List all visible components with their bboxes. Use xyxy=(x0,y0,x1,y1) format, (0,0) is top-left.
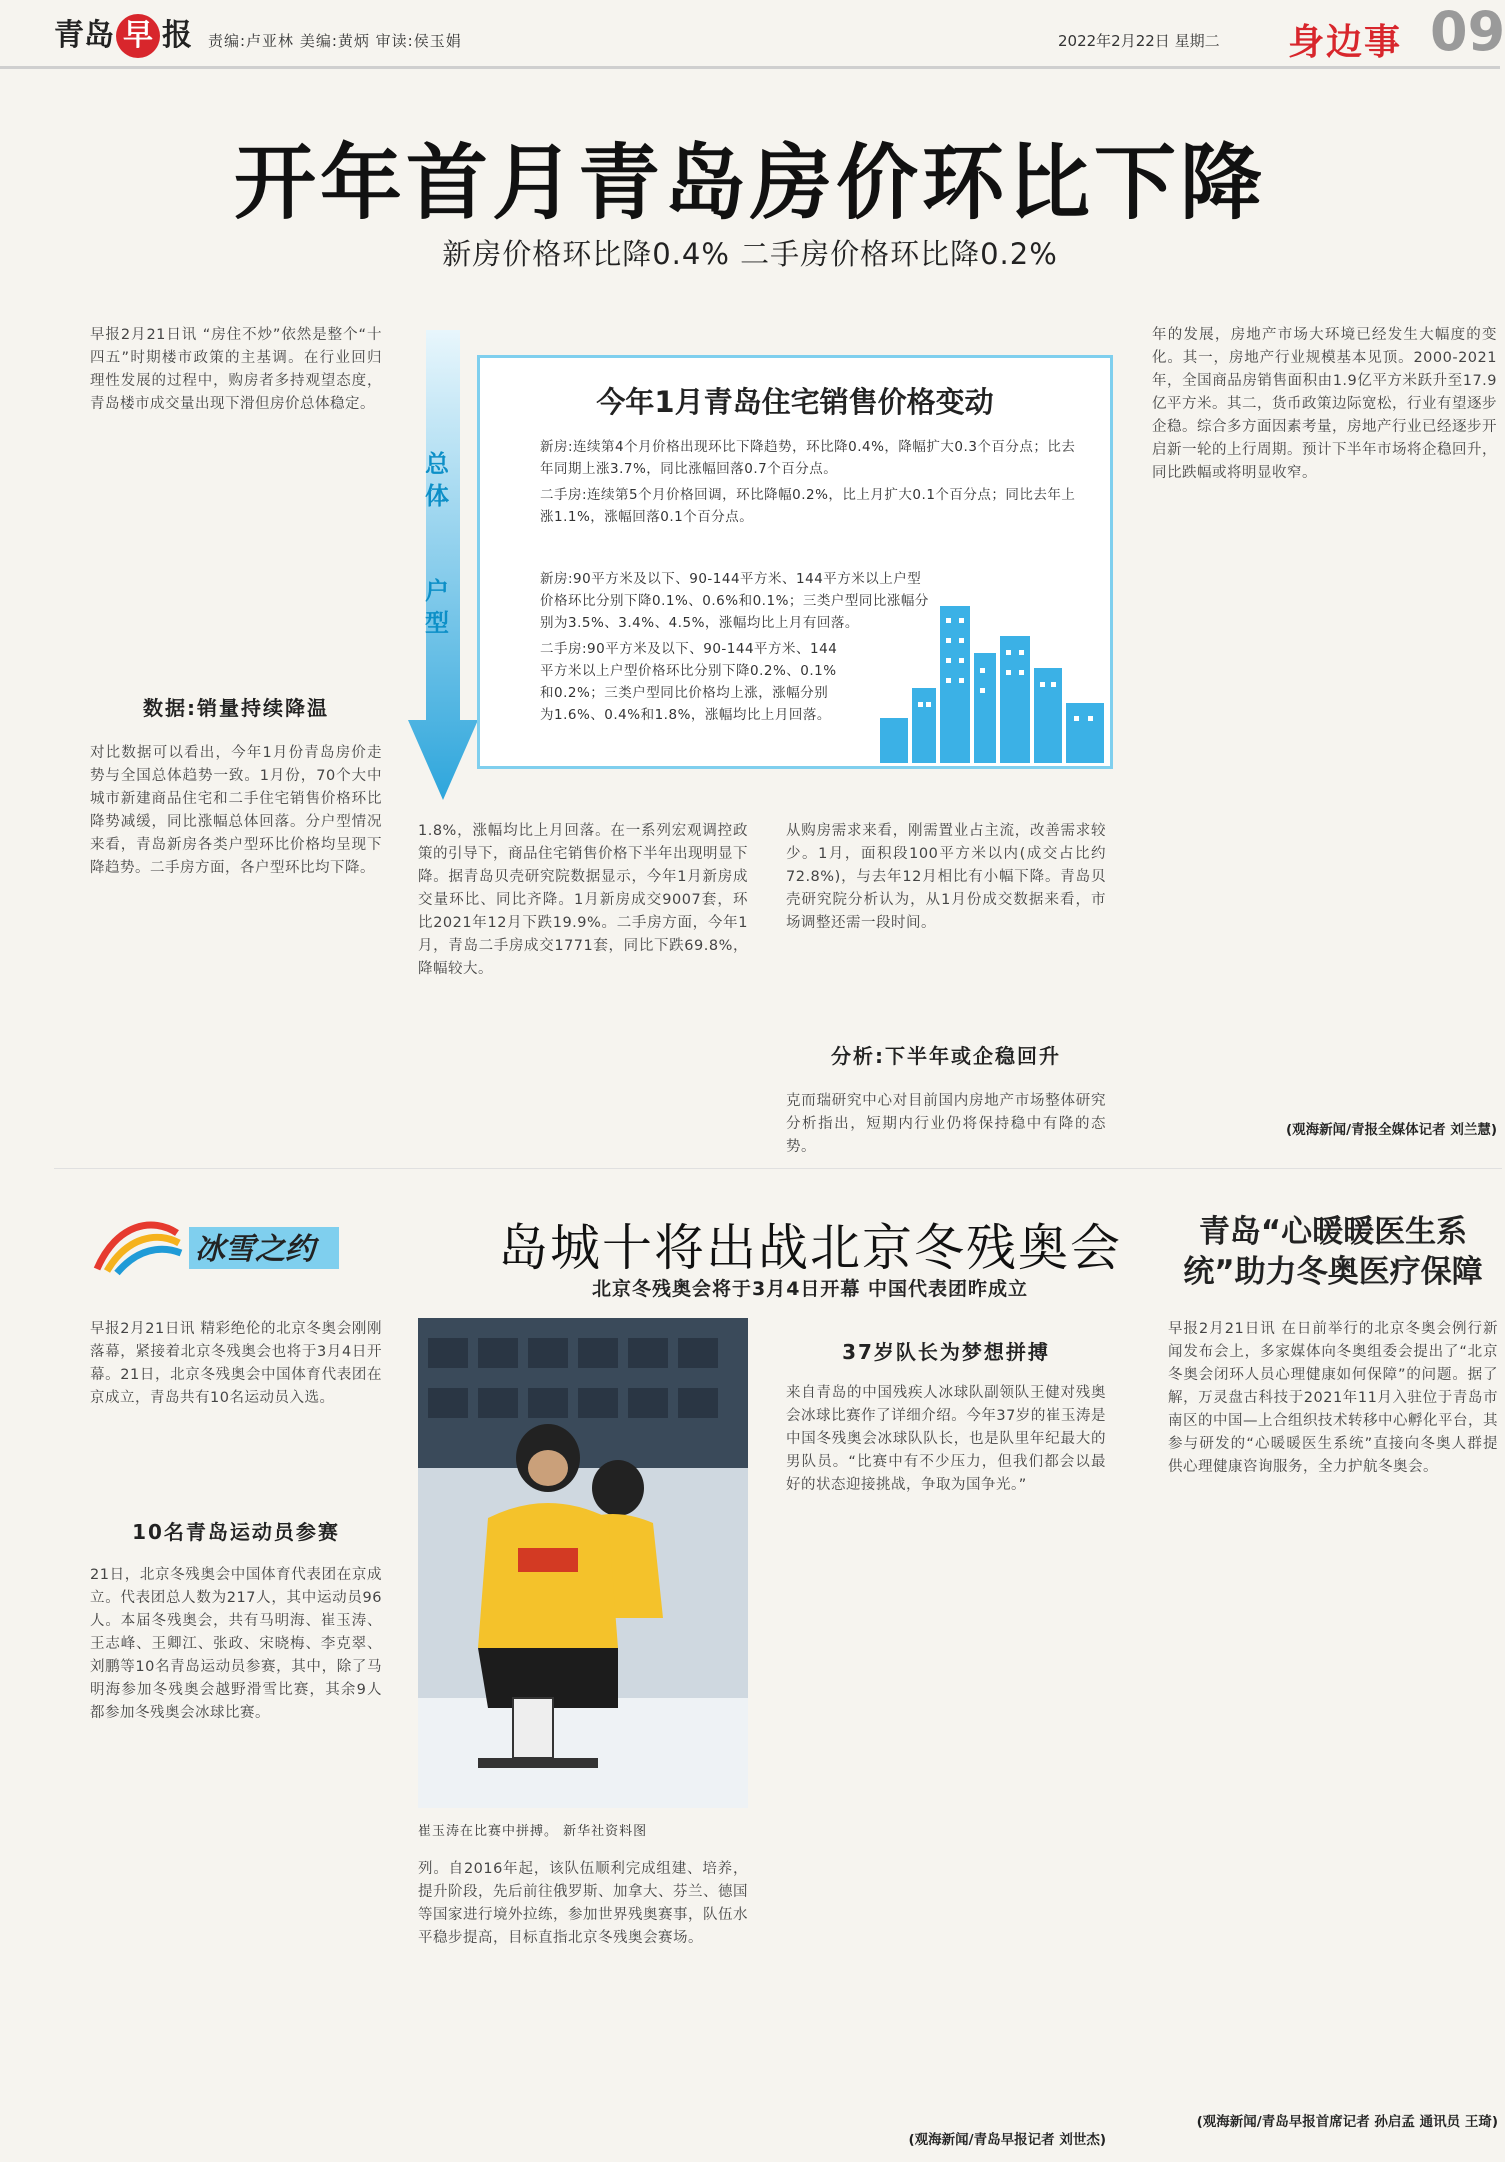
article1-col2-body: 1.8%，涨幅均比上月回落。在一系列宏观调控政策的引导下，商品住宅销售价格下半年出现明显下降。据青岛贝壳研究院数据显示，今年1月新房成交量环比、同比齐降。1月新房成交9007套，环比2021年12月下跌19.9%。二手房方面，今年1月，青岛二手房成交1771套，同比下跌69.8%，降幅较大。 xyxy=(418,823,748,977)
infobox-overall-used: 二手房:连续第5个月价格回调，环比降幅0.2%，比上月扩大0.1个百分点；同比去年上涨1.1%，涨幅回落0.1个百分点。 xyxy=(540,487,1076,525)
label-overall: 总体 xyxy=(425,450,449,510)
article1-col4-body: 年的发展，房地产市场大环境已经发生大幅度的变化。其一，房地产行业规模基本见顶。2000-2021年，全国商品房销售面积由1.9亿平方米跃升至17.9亿平方米。其二，货币政策边际宽松，行业有望逐步企稳。综合多方面因素考量，房地产行业已经逐步开启新一轮的上行周期。预计下半年市场将企稳回升，同比跌幅或将明显收窄。 xyxy=(1152,327,1497,481)
article2-credit: (观海新闻/青岛早报记者 刘世杰) xyxy=(908,2132,1106,2148)
article2-col3-body: 来自青岛的中国残疾人冰球队副领队王健对残奥会冰球比赛作了详细介绍。今年37岁的崔玉涛是中国冬残奥会冰球队队长，也是队里年纪最大的男队员。“比赛中有不少压力，但我们都会以最好的状态迎接挑战，争取为国争光。” xyxy=(786,1385,1106,1493)
article1-col1-subheading: 数据:销量持续降温 xyxy=(143,696,329,720)
main-subhead: 新房价格环比降0.4% 二手房价格环比降0.2% xyxy=(442,237,1058,271)
editors-line: 责编:卢亚林 美编:黄炳 审读:侯玉娟 xyxy=(208,32,462,50)
article1-col3-body: 从购房需求来看，刚需置业占主流，改善需求较少。1月，面积段100平方米以内(成交占比约72.8%)，与去年12月相比有小幅下降。青岛贝壳研究院分析认为，从1月份成交数据来看，市场调整还需一段时间。 xyxy=(786,823,1106,931)
article1-col3-after: 克而瑞研究中心对目前国内房地产市场整体研究分析指出，短期内行业仍将保持稳中有降的态势。 xyxy=(786,1093,1106,1155)
article1-col1-lead: 早报2月21日讯 “房住不炒”依然是整个“十四五”时期楼市政策的主基调。在行业回归理性发展的过程中，购房者多持观望态度，青岛楼市成交量出现下滑但房价总体稳定。 xyxy=(90,327,382,412)
infobox-type-used: 二手房:90平方米及以下、90-144平方米、144平方米以上户型价格环比分别下降0.2%、0.1%和0.2%；三类户型同比价格均上涨，涨幅分别为1.6%、0.4%和1.8%，涨幅均比上月回落。 xyxy=(540,641,838,723)
article3-headline: 青岛“心暖暖医生系统”助力冬奥医疗保障 xyxy=(1183,1214,1483,1290)
article2-col1-lead: 早报2月21日讯 精彩绝伦的北京冬奥会刚刚落幕，紧接着北京冬残奥会也将于3月4日开幕。21日，北京冬残奥会中国体育代表团在京成立，青岛共有10名运动员入选。 xyxy=(90,1321,382,1406)
article1-col3-subheading: 分析:下半年或企稳回升 xyxy=(831,1044,1061,1068)
article2-col1-subheading: 10名青岛运动员参赛 xyxy=(132,1520,340,1544)
newspaper-logo: 青岛 早 报 xyxy=(54,10,192,58)
article3-credit: (观海新闻/青岛早报首席记者 孙启孟 通讯员 王琦) xyxy=(1196,2114,1498,2130)
article2-subhead: 北京冬残奥会将于3月4日开幕 中国代表团昨成立 xyxy=(591,1278,1029,1300)
ice-snow-brand-logo xyxy=(93,1213,343,1277)
article2-col3-subheading: 37岁队长为梦想拼搏 xyxy=(842,1340,1050,1364)
section-divider xyxy=(54,1168,1502,1169)
section-title: 身边事 xyxy=(1288,22,1403,63)
city-skyline-icon xyxy=(880,598,1106,763)
infobox-type-new: 新房:90平方米及以下、90-144平方米、144平方米以上户型价格环比分别下降0.1%、0.6%和0.1%；三类户型同比涨幅分别为3.5%、3.4%、4.5%，涨幅均比上月有回落。 xyxy=(540,571,929,631)
article2-headline: 岛城十将出战北京冬残奥会 xyxy=(498,1219,1122,1277)
photo-caption: 崔玉涛在比赛中拼搏。 新华社资料图 xyxy=(418,1824,648,1839)
label-unit-type: 户型 xyxy=(425,577,449,637)
svg-text:冰雪之约: 冰雪之约 xyxy=(195,1232,315,1267)
trend-down-arrow-icon xyxy=(408,330,478,800)
main-headline: 开年首月青岛房价环比下降 xyxy=(233,136,1266,231)
infobox-title: 今年1月青岛住宅销售价格变动 xyxy=(596,385,994,419)
article2-col1-body: 21日，北京冬残奥会中国体育代表团在京成立。代表团总人数为217人，其中运动员96人。本届冬残奥会，共有马明海、崔玉涛、王志峰、王卿江、张政、宋晓梅、李克翠、刘鹏等10名青岛运动员参赛，其中，除了马明海参加冬残奥会越野滑雪比赛，其余9人都参加冬残奥会冰球比赛。 xyxy=(90,1567,382,1721)
para-hockey-photo xyxy=(418,1318,748,1808)
issue-date: 2022年2月22日 星期二 xyxy=(1058,32,1220,50)
article2-col2-body: 列。自2016年起，该队伍顺利完成组建、培养，提升阶段，先后前往俄罗斯、加拿大、芬兰、德国等国家进行境外拉练，参加世界残奥赛事，队伍水平稳步提高，目标直指北京冬残奥会赛场。 xyxy=(418,1861,748,1946)
price-change-infobox xyxy=(477,355,1113,769)
article1-col1-body: 对比数据可以看出，今年1月份青岛房价走势与全国总体趋势一致。1月份，70个大中城市新建商品住宅和二手住宅销售价格环比降势减缓，同比涨幅总体回落。分户型情况来看，青岛新房各类户型环比价格均呈现下降趋势。二手房方面，各户型环比均下降。 xyxy=(90,745,382,876)
article1-credit: (观海新闻/青报全媒体记者 刘兰慧) xyxy=(1286,1122,1497,1138)
infobox-overall-new: 新房:连续第4个月价格出现环比下降趋势，环比降0.4%，降幅扩大0.3个百分点；比去年同期上涨3.7%，同比涨幅回落0.7个百分点。 xyxy=(540,439,1076,477)
article3-body: 早报2月21日讯 在日前举行的北京冬奥会例行新闻发布会上，多家媒体向冬奥组委会提出了“北京冬奥会闭环人员心理健康如何保障”的问题。据了解，万灵盘古科技于2021年11月入驻位于青岛市南区的中国—上合组织技术转移中心孵化平台，其参与研发的“心暖暖医生系统”直接向冬奥人群提供心理健康咨询服务，全力护航冬奥会。 xyxy=(1168,1321,1498,1475)
page-number: 09 xyxy=(1430,0,1505,63)
